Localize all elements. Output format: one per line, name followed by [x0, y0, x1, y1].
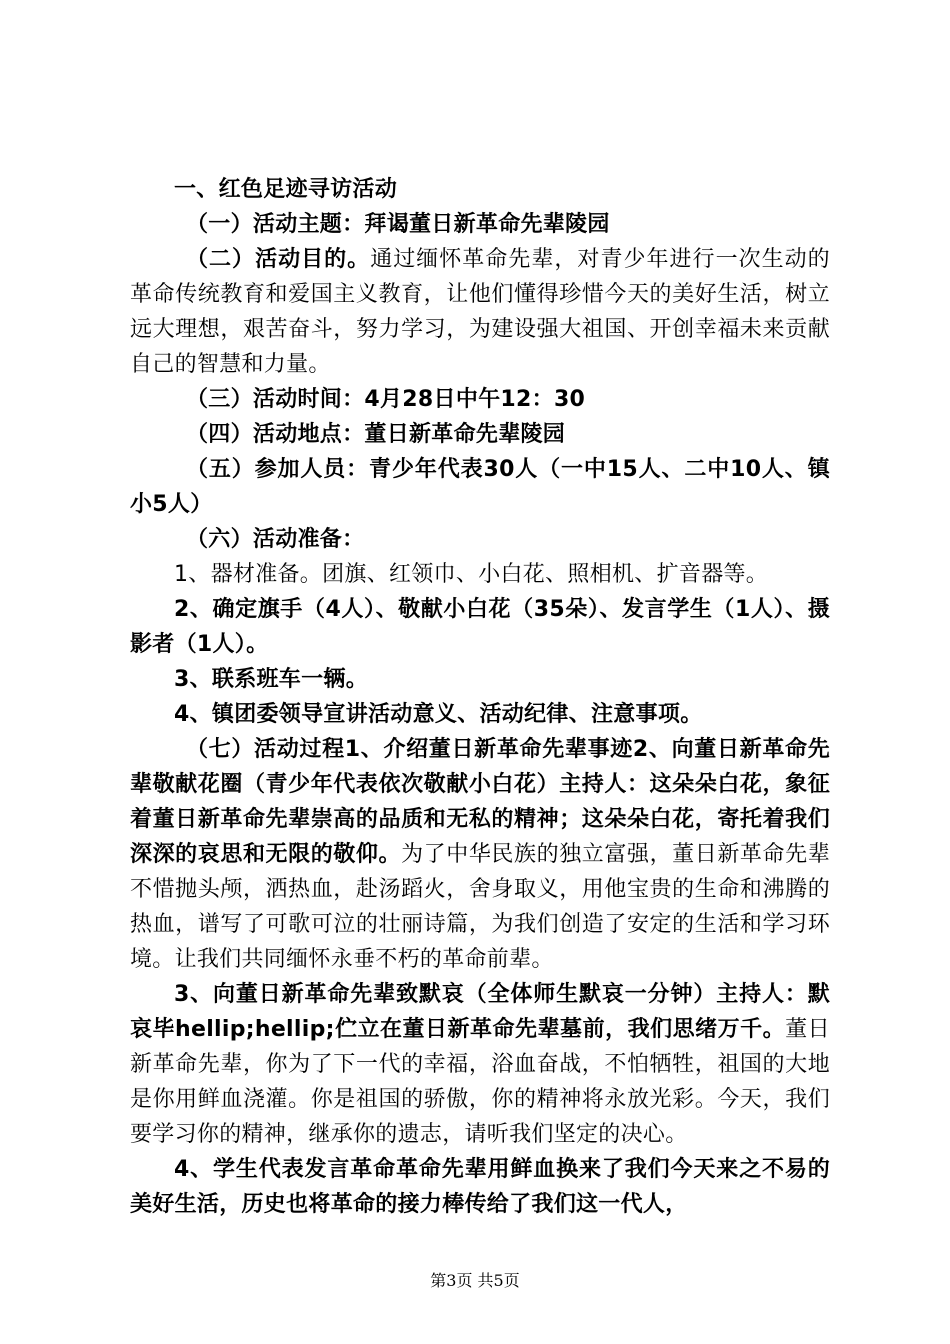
- paragraph-purpose: [130, 242, 830, 382]
- page-footer: 第3页 共5页: [430, 1271, 520, 1290]
- prep-item-briefing: 4、镇团委领导宣讲活动意义、活动纪律、注意事项。: [174, 702, 703, 727]
- process-text-light: 为了中华民族的独立富强，董日新革命先辈不惜抛头颅，洒热血，赴汤蹈火，舍身取义，用他宝贵的生命和沸腾的热血，谱写了可歌可泣的壮丽诗篇，为我们创造了安定的生活和学习环境。让我们共同缅怀永垂不朽的革命前辈。: [130, 842, 830, 972]
- prep-item-roles: 2、确定旗手（4人）、敬献小白花（35朵）、发言学生（1人）、摄影者（1人）。: [130, 597, 830, 657]
- paragraph-time: （三）活动时间：4月28日中午12：30: [186, 387, 586, 412]
- paragraph-location: （四）活动地点：董日新革命先辈陵园: [186, 422, 566, 447]
- prep-item-bus: 3、联系班车一辆。: [174, 667, 369, 692]
- paragraph-participants: （五）参加人员：青少年代表30人（一中15人、二中10人、镇小5人）: [130, 457, 830, 517]
- silence-text-bold: 3、向董日新革命先辈致默哀（全体师生默哀一分钟）主持人：默哀毕hellip;hellip;伫立在董日新革命先辈墓前，我们思绪万千。: [130, 982, 830, 1042]
- purpose-text: 通过缅怀革命先辈，对青少年进行一次生动的革命传统教育和爱国主义教育，让他们懂得珍惜今天的美好生活，树立远大理想，艰苦奋斗，努力学习，为建设强大祖国、开创幸福未来贡献自己的智慧和力量。: [130, 247, 830, 377]
- paragraph-student-speech: 4、学生代表发言革命革命先辈用鲜血换来了我们今天来之不易的美好生活，历史也将革命的接力棒传给了我们这一代人，: [130, 1157, 830, 1217]
- paragraph-silence: [130, 977, 830, 1152]
- silence-text-light: 董日新革命先辈，你为了下一代的幸福，浴血奋战，不怕牺牲，祖国的大地是你用鲜血浇灌。你是祖国的骄傲，你的精神将永放光彩。今天，我们要学习你的精神，继承你的遗志，请听我们坚定的决心。: [130, 1017, 830, 1147]
- paragraph-theme: （一）活动主题：拜谒董日新革命先辈陵园: [186, 212, 610, 237]
- purpose-label: （二）活动目的。: [186, 247, 371, 272]
- prep-item-equipment: 1、器材准备。团旗、红领巾、小白花、照相机、扩音器等。: [174, 562, 769, 587]
- section-heading: 一、红色足迹寻访活动: [174, 177, 398, 202]
- document-body: [130, 172, 830, 1222]
- process-text-bold: （七）活动过程1、介绍董日新革命先辈事迹2、向董日新革命先辈敬献花圈（青少年代表依次敬献小白花）主持人：这朵朵白花，象征着董日新革命先辈崇高的品质和无私的精神；这朵朵白花，寄托着我们深深的哀思和无限的敬仰。: [130, 737, 830, 867]
- paragraph-preparation: （六）活动准备：: [186, 527, 365, 552]
- paragraph-process: [130, 732, 830, 977]
